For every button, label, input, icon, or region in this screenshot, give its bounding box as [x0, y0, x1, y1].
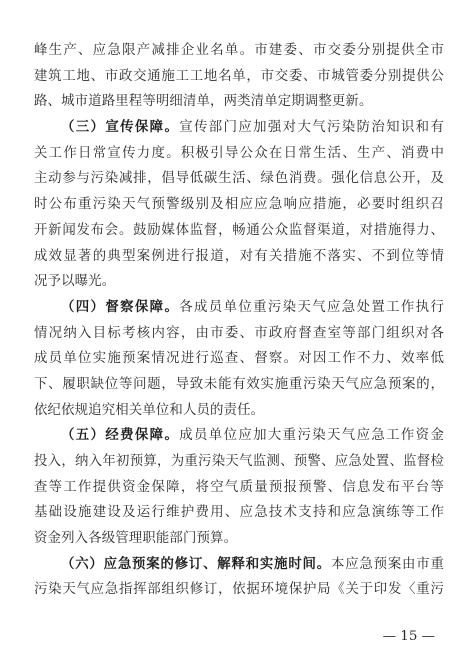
text-line: [34, 475, 444, 501]
text-line: [34, 526, 444, 552]
text-line: [34, 244, 444, 270]
text-line: [34, 218, 444, 244]
line-text: 污染天气应急指挥部组织修订，依据环境保护局《关于印发〈重污: [34, 582, 444, 598]
line-text: 主动参与污染减排，倡导低碳生活、绿色消费。强化信息公开，及: [34, 171, 444, 187]
text-line: [34, 346, 444, 372]
line-text: 查等工作提供资金保障，将空气质量预报预警、信息发布平台等: [34, 479, 444, 495]
line-text: 依纪依规追究相关单位和人员的责任。: [34, 402, 265, 418]
text-line: [34, 166, 444, 192]
line-text: 本应急预案由市重: [330, 556, 444, 572]
section-heading: （五）经费保障。: [61, 427, 180, 444]
page-number: — 15 —: [382, 629, 435, 644]
line-text: 路、城市道路里程等明细清单，两类清单定期调整更新。: [34, 94, 373, 110]
text-line: [34, 269, 444, 295]
text-line: [34, 64, 444, 90]
section-heading: （四）督察保障。: [61, 298, 180, 315]
text-line: [34, 398, 444, 424]
line-text: 成员单位实施预案情况进行巡查、督察。对因工作不力、效率低: [34, 351, 444, 367]
line-text: 情况纳入目标考核内容，由市委、市政府督查室等部门组织对各: [34, 325, 444, 341]
line-text: 资金列入各级管理职能部门预算。: [34, 531, 238, 547]
section-heading: （三）宣传保障。: [61, 119, 180, 136]
line-text: 各成员单位重污染天气应急处置工作执行: [179, 299, 445, 315]
text-line: [34, 89, 444, 115]
section-heading-line: [34, 552, 444, 578]
text-line: [34, 449, 444, 475]
text-line: [34, 141, 444, 167]
text-line: [34, 192, 444, 218]
line-text: 开新闻发布会。鼓励媒体监督，畅通公众监督渠道，对措施得力、: [34, 222, 444, 238]
text-line: [34, 372, 444, 398]
line-text: 关工作日常宣传力度。积极引导公众在日常生活、生产、消费中: [34, 145, 444, 161]
line-text: 基础设施建设及运行维护费用、应急技术支持和应急演练等工作: [34, 505, 444, 521]
line-text: 时公布重污染天气预警级别及相应应急响应措施，必要时组织召: [34, 197, 444, 213]
text-line: [34, 38, 444, 64]
line-text: 成员单位应加大重污染天气应急工作资金: [179, 428, 445, 444]
line-text: 成效显著的典型案例进行报道，对有关措施不落实、不到位等情: [34, 248, 444, 264]
text-line: [34, 577, 444, 603]
text-line: [34, 321, 444, 347]
line-text: 峰生产、应急限产减排企业名单。市建委、市交委分别提供全市: [34, 43, 444, 58]
section-heading-line: [34, 295, 444, 321]
section-heading-line: [34, 115, 444, 141]
document-body: [34, 38, 444, 603]
line-text: 况予以曝光。: [34, 274, 116, 290]
line-text: 宣传部门应加强对大气污染防治知识和有: [179, 120, 445, 136]
line-text: 下、履职缺位等问题，导致未能有效实施重污染天气应急预案的，: [34, 376, 444, 392]
line-text: 建筑工地、市政交通施工工地名单，市交委、市城管委分别提供公: [34, 68, 444, 84]
section-heading: （六）应急预案的修订、解释和实施时间。: [61, 555, 331, 572]
line-text: 投入，纳入年初预算，为重污染天气监测、预警、应急处置、监督检: [34, 454, 444, 469]
text-line: [34, 500, 444, 526]
section-heading-line: [34, 423, 444, 449]
